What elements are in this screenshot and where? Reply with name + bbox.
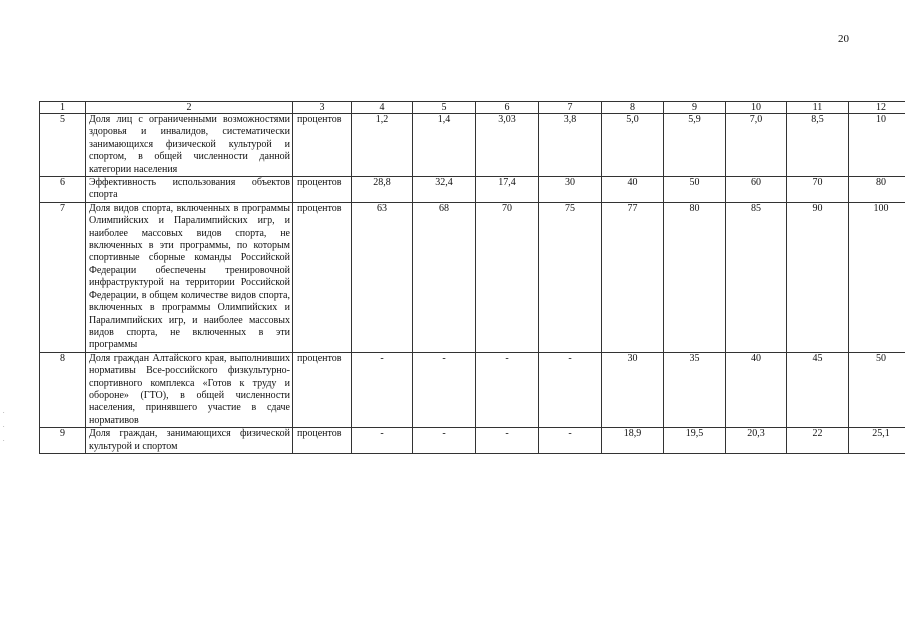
column-header-4: 4 <box>352 102 413 114</box>
value-cell: - <box>476 428 539 454</box>
unit-cell: процентов <box>293 114 352 177</box>
table-body <box>40 102 905 454</box>
value-cell: 100 <box>849 202 905 352</box>
row-number-cell: 6 <box>40 177 86 203</box>
value-cell: 50 <box>664 177 726 203</box>
value-cell: 22 <box>787 428 849 454</box>
value-cell: 70 <box>787 177 849 203</box>
table-row <box>40 352 905 427</box>
value-cell: 77 <box>602 202 664 352</box>
value-cell: - <box>352 428 413 454</box>
column-header-2: 2 <box>86 102 293 114</box>
value-cell: 40 <box>602 177 664 203</box>
value-cell: 28,8 <box>352 177 413 203</box>
page-number: 20 <box>838 33 849 45</box>
table-row <box>40 114 905 177</box>
value-cell: - <box>476 352 539 427</box>
table-row <box>40 428 905 454</box>
value-cell: 25,1 <box>849 428 905 454</box>
value-cell: 75 <box>539 202 602 352</box>
unit-cell: процентов <box>293 177 352 203</box>
value-cell: 32,4 <box>413 177 476 203</box>
value-cell: 50 <box>849 352 905 427</box>
value-cell: 19,5 <box>664 428 726 454</box>
value-cell: 63 <box>352 202 413 352</box>
indicator-description-cell: Доля граждан Алтайского края, выполнивших нормативы Все-российского физкультурно-спортивного комплекса «Готов к труду и обороне» (ГТО), в общей численности населения, принявшего участие в сдаче нормативов <box>86 352 293 427</box>
value-cell: 5,0 <box>602 114 664 177</box>
value-cell: - <box>352 352 413 427</box>
column-header-9: 9 <box>664 102 726 114</box>
value-cell: 40 <box>726 352 787 427</box>
value-cell: 1,2 <box>352 114 413 177</box>
column-header-12: 12 <box>849 102 905 114</box>
value-cell: 8,5 <box>787 114 849 177</box>
indicator-description-cell: Доля видов спорта, включенных в программы Олимпийских и Паралимпийских игр, и наиболее массовых видов спорта, не включенных в эти программы, по которым спортивные сборные команды Российской Федерации обеспечены тренировочной инфраструктурой на территории Российской Федерации, в общем количестве видов спорта, включенных в программы Олимпийских и Паралимпийских игр, и наиболее массовых видов спорта, не включенных в эти программы <box>86 202 293 352</box>
unit-cell: процентов <box>293 428 352 454</box>
value-cell: 68 <box>413 202 476 352</box>
value-cell: 70 <box>476 202 539 352</box>
row-number-cell: 5 <box>40 114 86 177</box>
value-cell: 3,03 <box>476 114 539 177</box>
column-header-6: 6 <box>476 102 539 114</box>
value-cell: 45 <box>787 352 849 427</box>
table-header-row <box>40 102 905 114</box>
column-header-11: 11 <box>787 102 849 114</box>
indicator-table <box>39 101 905 454</box>
row-number-cell: 9 <box>40 428 86 454</box>
value-cell: 17,4 <box>476 177 539 203</box>
unit-cell: процентов <box>293 352 352 427</box>
value-cell: 20,3 <box>726 428 787 454</box>
value-cell: 7,0 <box>726 114 787 177</box>
scan-artifact-dots: . . . <box>3 409 5 443</box>
indicator-description-cell: Доля граждан, занимающихся физической культурой и спортом <box>86 428 293 454</box>
indicator-description-cell: Доля лиц с ограниченными возможностями здоровья и инвалидов, систематически занимающихся физической культурой и спортом, в общей численности данной категории населения <box>86 114 293 177</box>
value-cell: 30 <box>539 177 602 203</box>
table-row <box>40 177 905 203</box>
row-number-cell: 8 <box>40 352 86 427</box>
column-header-10: 10 <box>726 102 787 114</box>
value-cell: 18,9 <box>602 428 664 454</box>
value-cell: - <box>413 352 476 427</box>
value-cell: - <box>413 428 476 454</box>
table-row <box>40 202 905 352</box>
unit-cell: процентов <box>293 202 352 352</box>
column-header-5: 5 <box>413 102 476 114</box>
indicator-description-cell: Эффективность использования объектов спорта <box>86 177 293 203</box>
column-header-1: 1 <box>40 102 86 114</box>
value-cell: - <box>539 428 602 454</box>
row-number-cell: 7 <box>40 202 86 352</box>
column-header-8: 8 <box>602 102 664 114</box>
value-cell: 90 <box>787 202 849 352</box>
value-cell: 80 <box>849 177 905 203</box>
value-cell: 35 <box>664 352 726 427</box>
value-cell: 85 <box>726 202 787 352</box>
column-header-7: 7 <box>539 102 602 114</box>
value-cell: 10 <box>849 114 905 177</box>
value-cell: 5,9 <box>664 114 726 177</box>
value-cell: 30 <box>602 352 664 427</box>
column-header-3: 3 <box>293 102 352 114</box>
value-cell: - <box>539 352 602 427</box>
value-cell: 80 <box>664 202 726 352</box>
value-cell: 1,4 <box>413 114 476 177</box>
value-cell: 60 <box>726 177 787 203</box>
value-cell: 3,8 <box>539 114 602 177</box>
